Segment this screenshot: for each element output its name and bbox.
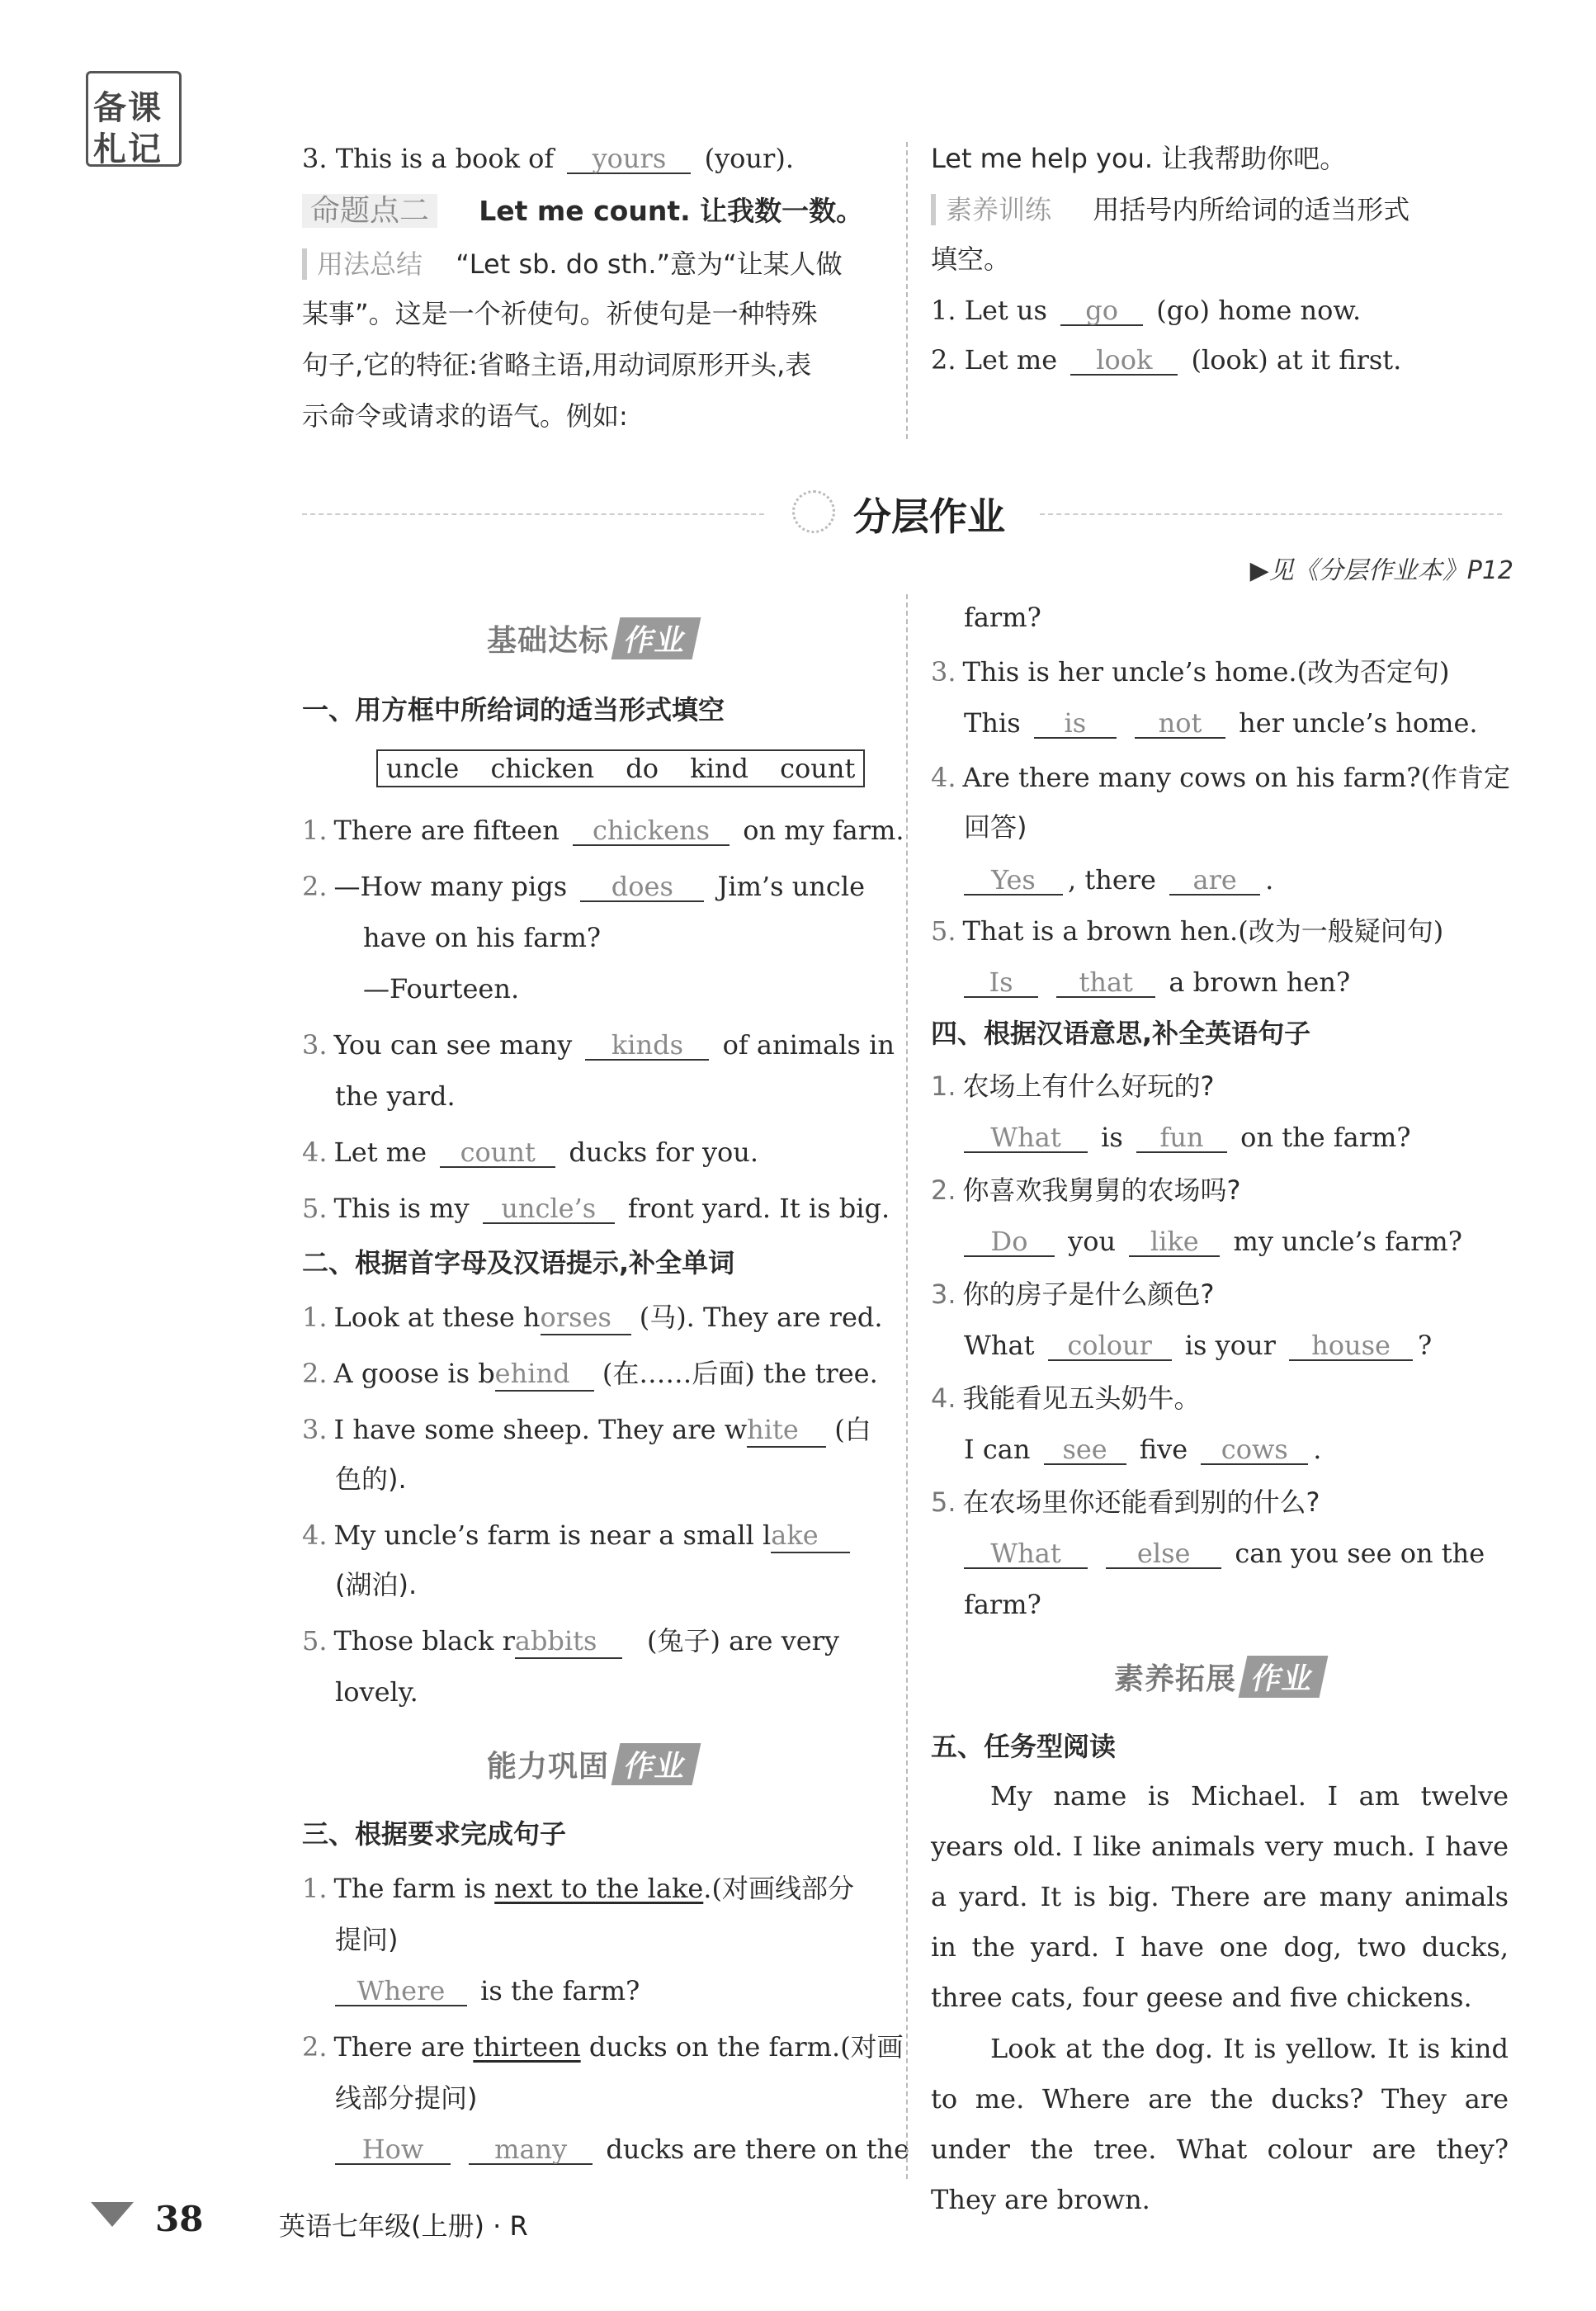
- s3-q2-answer: How many ducks are there on the: [335, 2133, 909, 2166]
- answer-blank: is: [1034, 709, 1117, 739]
- r4-line2: 回答): [964, 811, 1027, 843]
- r3-answer: This is not her uncle’s home.: [964, 707, 1478, 739]
- usage-line-2: 某事”。这是一个祈使句。祈使句是一种特殊: [302, 298, 818, 329]
- answer-blank: house: [1289, 1331, 1413, 1361]
- usage-line-1: 用法总结 “Let sb. do sth.”意为“让某人做: [302, 248, 843, 281]
- answer-blank: colour: [1048, 1331, 1172, 1361]
- s4-q4-zh: 4. 我能看见五头奶牛。: [931, 1382, 1201, 1414]
- banner-rule-right: [1040, 513, 1502, 515]
- s4-q2-answer: Do you like my uncle’s farm?: [964, 1225, 1462, 1258]
- usage-line-3: 句子,它的特征:省略主语,用动词原形开头,表: [302, 349, 812, 380]
- answer-blank: are: [1169, 866, 1260, 896]
- answer-blank: fun: [1136, 1123, 1227, 1153]
- s1-q2-line2: have on his farm?: [363, 922, 602, 953]
- point-tag: 命题点二: [302, 194, 437, 228]
- section-1-title: 一、用方框中所给词的适当形式填空: [302, 694, 725, 725]
- answer-blank: look: [1070, 346, 1178, 376]
- r4-question: 4. Are there many cows on his farm?(作肯定: [931, 762, 1511, 793]
- answer-blank: count: [440, 1138, 555, 1168]
- s3-q2: 2. There are thirteen ducks on the farm.(对画: [302, 2031, 904, 2063]
- r3-question: 3. This is her uncle’s home.(改为否定句): [931, 656, 1450, 688]
- tag-extension: 素养拓展 作业: [1114, 1656, 1324, 1698]
- s1-q1: 1. There are fifteen chickens on my farm.: [302, 815, 904, 846]
- banner-ref: ▶见《分层作业本》P12: [1249, 556, 1513, 585]
- right-example: Let me help you. 让我帮助你吧。: [931, 143, 1347, 174]
- training-line-1: 素养训练 用括号内所给词的适当形式: [931, 193, 1409, 226]
- answer-blank: abbits: [515, 1624, 622, 1659]
- training-item-2: 2. Let me look (look) at it first.: [931, 344, 1402, 376]
- s3-q1-line2: 提问): [335, 1924, 399, 1955]
- answer-blank: Where: [335, 1977, 467, 2006]
- answer-blank: go: [1060, 296, 1143, 326]
- r5-answer: Is that a brown hen?: [964, 966, 1350, 999]
- s2-q3: 3. I have some sheep. They are white (白: [302, 1413, 871, 1448]
- s2-q4-line2: (湖泊).: [335, 1569, 418, 1600]
- answer-blank: uncle’s: [483, 1194, 615, 1224]
- section-3-title: 三、根据要求完成句子: [302, 1818, 567, 1850]
- tag-ability: 能力巩固 作业: [487, 1743, 696, 1785]
- banner-rule-left: [302, 513, 764, 515]
- answer-blank: hite: [747, 1413, 826, 1448]
- s4-q1-zh: 1. 农场上有什么好玩的?: [931, 1070, 1215, 1102]
- column-divider: [906, 594, 908, 2179]
- page-number: 38: [155, 2199, 204, 2239]
- point-two: [302, 195, 863, 228]
- s3-q1: 1. The farm is next to the lake.(对画线部分: [302, 1873, 854, 1904]
- answer-blank: ehind: [495, 1357, 594, 1392]
- answer-blank: Yes: [964, 866, 1063, 896]
- r5-question: 5. That is a brown hen.(改为一般疑问句): [931, 915, 1444, 947]
- answer-blank: What: [964, 1123, 1088, 1153]
- answer-blank: How: [335, 2135, 451, 2165]
- s4-q3-answer: What colour is your house ?: [964, 1330, 1433, 1361]
- s3-q1-answer: Where is the farm?: [335, 1974, 640, 2007]
- s2-q3-line2: 色的).: [335, 1463, 407, 1495]
- answer-blank: Is: [964, 968, 1038, 998]
- answer-blank: orses: [541, 1301, 631, 1335]
- top-divider: [906, 142, 908, 439]
- badge-line-1: 备课: [93, 89, 163, 127]
- section-5-title: 五、任务型阅读: [931, 1731, 1117, 1762]
- answer-blank: chickens: [573, 816, 730, 846]
- answer-blank: see: [1044, 1435, 1126, 1465]
- tag-basic: 基础达标 作业: [487, 617, 696, 659]
- s4-q4-answer: I can see five cows .: [964, 1434, 1322, 1465]
- r-cont-farm: farm?: [964, 602, 1041, 633]
- answer-blank: that: [1056, 968, 1155, 998]
- answer-blank: kinds: [585, 1031, 709, 1061]
- s4-q5-zh: 5. 在农场里你还能看到别的什么?: [931, 1486, 1320, 1518]
- answer-blank: yours: [567, 144, 691, 174]
- answer-blank: not: [1135, 709, 1225, 739]
- banner-title: 分层作业: [853, 494, 1005, 539]
- reading-paragraph-1: My name is Michael. I am twelve years old. I like animals very much. I have a yard. It is big. There are many animals in the yard. I have one dog, two ducks, three cats, four geese and five chickens.: [931, 1780, 1509, 2013]
- s3-q2-line2: 线部分提问): [335, 2082, 478, 2114]
- s2-q4: 4. My uncle’s farm is near a small lake: [302, 1519, 850, 1553]
- top-q3: 3. This is a book of yours (your).: [302, 143, 794, 174]
- usage-line-4: 示命令或请求的语气。例如:: [302, 400, 628, 432]
- s2-q5: 5. Those black rabbits (兔子) are very: [302, 1624, 839, 1659]
- answer-blank: many: [469, 2135, 593, 2165]
- s1-q2: 2. —How many pigs does Jim’s uncle: [302, 871, 865, 902]
- answer-blank: else: [1106, 1539, 1221, 1569]
- s4-q3-zh: 3. 你的房子是什么颜色?: [931, 1278, 1215, 1310]
- s2-q1: 1. Look at these horses (马). They are red.: [302, 1301, 883, 1335]
- banner-mark-icon: [792, 490, 835, 533]
- s2-q5-line2: lovely.: [335, 1676, 418, 1708]
- s4-q5-answer: What else can you see on the: [964, 1537, 1485, 1570]
- s4-q5-line2: farm?: [964, 1589, 1041, 1620]
- answer-blank: Do: [964, 1227, 1055, 1257]
- s1-q3: 3. You can see many kinds of animals in: [302, 1029, 895, 1061]
- answer-blank: does: [580, 872, 704, 902]
- training-item-1: 1. Let us go (go) home now.: [931, 295, 1362, 326]
- answer-blank: ake: [771, 1519, 850, 1553]
- point-text: Let me count. 让我数一数。: [479, 195, 864, 227]
- s1-q2-line3: —Fourteen.: [363, 973, 520, 1004]
- s1-q3-line2: the yard.: [335, 1080, 456, 1112]
- usage-tag: 用法总结: [302, 248, 423, 280]
- section-4-title: 四、根据汉语意思,补全英语句子: [931, 1018, 1311, 1049]
- answer-blank: What: [964, 1539, 1088, 1569]
- s4-q2-zh: 2. 你喜欢我舅舅的农场吗?: [931, 1174, 1241, 1206]
- word-box: uncle chicken do kind count: [376, 749, 865, 787]
- corner-badge: [86, 71, 182, 167]
- book-title: 英语七年级(上册) · R: [279, 2210, 528, 2242]
- reading-paragraph-2: Look at the dog. It is yellow. It is kind to me. Where are the ducks? They are under the tree. What colour are they? They are brown.: [931, 2033, 1509, 2215]
- s1-q4: 4. Let me count ducks for you.: [302, 1137, 759, 1168]
- badge-line-2: 札记: [93, 130, 163, 168]
- s4-q1-answer: What is fun on the farm?: [964, 1121, 1411, 1154]
- s1-q5: 5. This is my uncle’s front yard. It is big.: [302, 1193, 890, 1224]
- answer-blank: like: [1129, 1227, 1220, 1257]
- footer-arrow-icon: [91, 2202, 134, 2227]
- s2-q2: 2. A goose is behind (在……后面) the tree.: [302, 1357, 878, 1392]
- answer-blank: cows: [1201, 1435, 1308, 1465]
- training-tag: 素养训练: [931, 194, 1051, 225]
- section-2-title: 二、根据首字母及汉语提示,补全单词: [302, 1247, 735, 1278]
- r4-answer: Yes , there are .: [964, 863, 1273, 896]
- training-line-2: 填空。: [931, 243, 1011, 275]
